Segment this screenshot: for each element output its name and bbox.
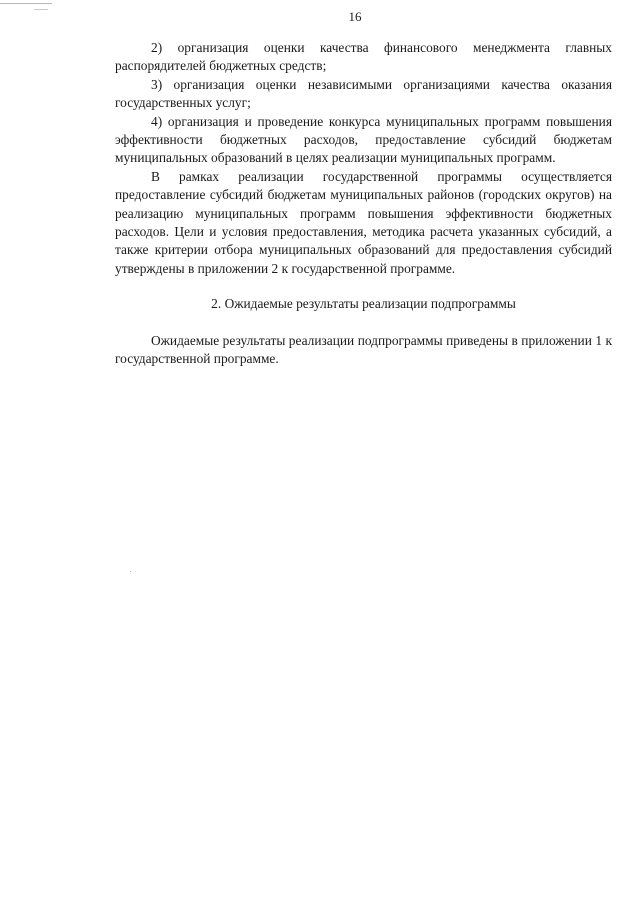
scan-artifact-line [0, 3, 52, 6]
page-number: 16 [348, 9, 362, 24]
body-paragraph: В рамках реализации государственной программы осуществляется предоставление субсидий бюджетам муниципальных районов (городских округов) на реализацию муниципальных программ повышения эффективности бюджетных расходов. Цели и условия предоставления, методика расчета указанных субсидий, а также критерии отбора муниципальных образований для предоставления субсидий утверждены в приложении 2 к государственной программе. [115, 168, 612, 276]
scan-speck [130, 571, 131, 572]
section-paragraph: Ожидаемые результаты реализации подпрограммы приведены в приложении 1 к государственной программе. [115, 332, 612, 367]
document-body [115, 39, 612, 369]
section-heading: 2. Ожидаемые результаты реализации подпрограммы [211, 296, 516, 312]
list-item: 2) организация оценки качества финансового менеджмента главных распорядителей бюджетных средств; [115, 40, 612, 74]
list-item: 3) организация оценки независимыми организациями качества оказания государственных услуг; [115, 76, 612, 111]
list-item: 4) организация и проведение конкурса муниципальных программ повышения эффективности бюджетных расходов, предоставление субсидий бюджетам муниципальных образований в целях реализации муниципальных программ. [115, 113, 612, 166]
